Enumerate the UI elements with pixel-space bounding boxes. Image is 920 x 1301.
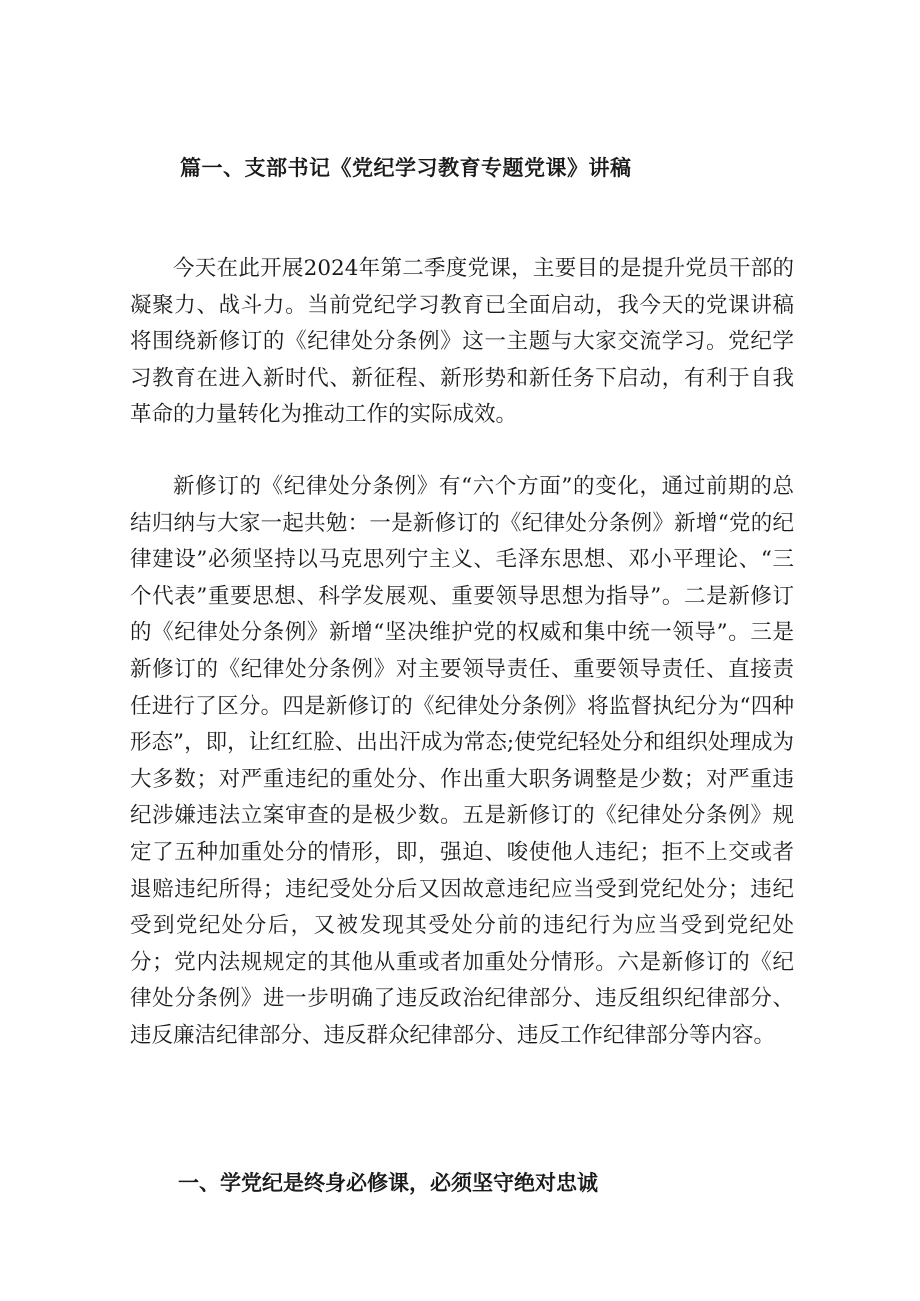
- document-title: 篇一、支部书记《党纪学习教育专题党课》讲稿: [180, 155, 632, 180]
- section-heading: 一、学党纪是终身必修课，必须坚守绝对忠诚: [178, 1170, 598, 1195]
- paragraph-six-changes: 新修订的《纪律处分条例》有“六个方面”的变化，通过前期的总结归纳与大家一起共勉：一是新修订的《纪律处分条例》新增“党的纪律建设”必须坚持以马克思列宁主义、毛泽东思想、邓小平理论、“三个代表”重要思想、科学发展观、重要领导思想为指导”。二是新修订的《纪律处分条例》新增“坚决维护党的权威和集中统一领导”。三是新修订的《纪律处分条例》对主要领导责任、重要领导责任、直接责任进行了区分。四是新修订的《纪律处分条例》将监督执纪分为“四种形态”，即，让红红脸、出出汗成为常态;使党纪轻处分和组织处理成为大多数；对严重违纪的重处分、作出重大职务调整是少数；对严重违纪涉嫌违法立案审查的是极少数。五是新修订的《纪律处分条例》规定了五种加重处分的情形，即，强迫、唆使他人违纪；拒不上交或者退赔违纪所得；违纪受处分后又因故意违纪应当受到党纪处分；违纪受到党纪处分后，又被发现其受处分前的违纪行为应当受到党纪处分；党内法规规定的其他从重或者加重处分情形。六是新修订的《纪律处分条例》进一步明确了违反政治纪律部分、违反组织纪律部分、违反廉洁纪律部分、违反群众纪律部分、违反工作纪律部分等内容。: [130, 474, 794, 1048]
- paragraph-intro: 今天在此开展2024年第二季度党课，主要目的是提升党员干部的凝聚力、战斗力。当前党纪学习教育已全面启动，我今天的党课讲稿将围绕新修订的《纪律处分条例》这一主题与大家交流学习。党纪学习教育在进入新时代、新征程、新形势和新任务下启动，有利于自我革命的力量转化为推动工作的实际成效。: [130, 256, 794, 428]
